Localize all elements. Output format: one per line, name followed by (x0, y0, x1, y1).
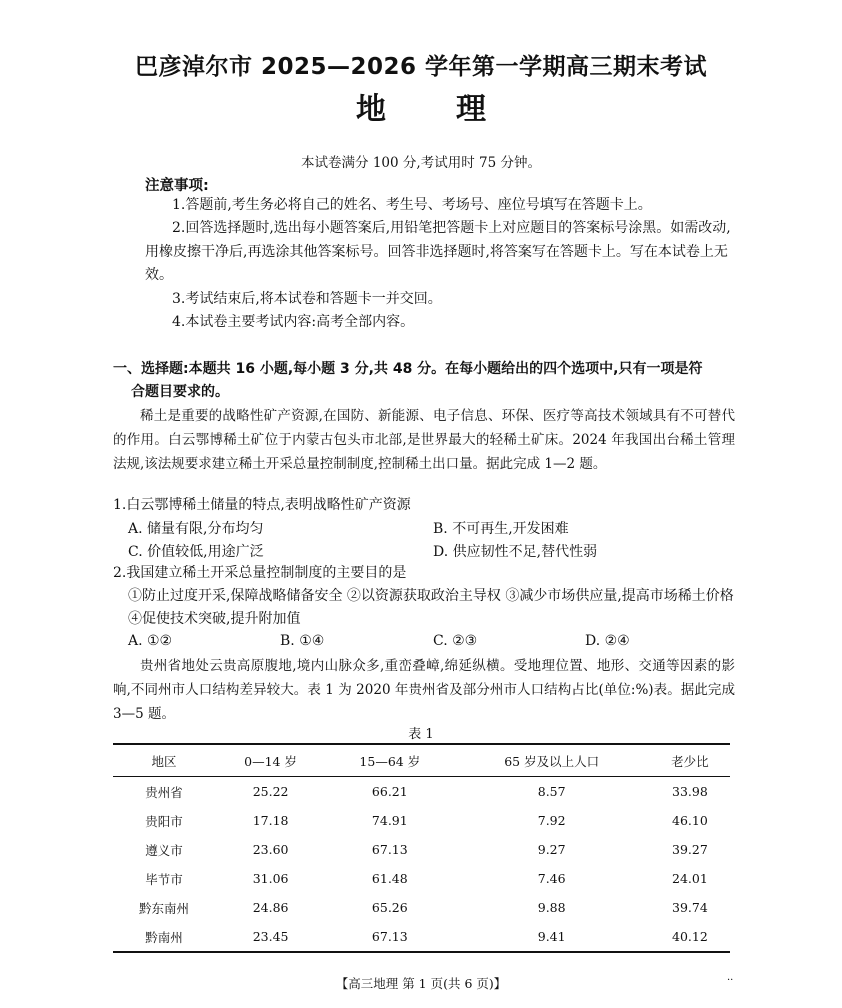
cell-value: 9.41 (453, 922, 649, 952)
table-caption: 表 1 (408, 727, 434, 742)
cell-value: 39.27 (672, 842, 708, 857)
section-heading-line-2: 合题目要求的。 (131, 384, 229, 400)
table-row (113, 777, 730, 807)
header-age-65-plus: 65 岁及以上人口 (453, 744, 649, 777)
subject-char-2: 理 (456, 92, 486, 127)
material-guizhou: 贵州省地处云贵高原腹地,境内山脉众多,重峦叠嶂,绵延纵横。受地理位置、地形、交通等因素的影响,不同州市人口结构差异较大。表 1 为 2020 年贵州省及部分州市人口结构占比(单位:%)表。据此完成 3—5 题。 (113, 658, 735, 722)
question-1-option-b: B. 不可再生,开发困难 (433, 521, 569, 537)
cell-region: 贵州省 (145, 784, 183, 800)
table-header-row (113, 744, 730, 777)
cell-region: 毕节市 (145, 871, 183, 887)
section-heading (113, 358, 738, 404)
page-footer: 【高三地理 第 1 页(共 6 页)】 (335, 976, 507, 991)
cell-value: 46.10 (672, 813, 708, 828)
question-2-statements: ①防止过度开采,保障战略储备安全 ②以资源获取政治主导权 ③减少市场供应量,提高市场稀土价格 ④促使技术突破,提升附加值 (128, 588, 734, 627)
cell-value: 9.88 (537, 900, 566, 915)
notice-item-1: 1.答题前,考生务必将自己的姓名、考生号、考场号、座位号填写在答题卡上。 (172, 197, 652, 213)
cell-value: 40.12 (650, 922, 730, 952)
cell-value: 7.92 (537, 813, 566, 828)
material-rare-earth: 稀土是重要的战略性矿产资源,在国防、新能源、电子信息、环保、医疗等高技术领域具有不可替代的作用。白云鄂博稀土矿位于内蒙古包头市北部,是世界最大的轻稀土矿床。2024 年我国出台稀土管理法规,该法规要求建立稀土开采总量控制制度,控制稀土出口量。据此完成 1—2 题。 (113, 408, 735, 472)
notice-item-3: 3.考试结束后,将本试卷和答题卡一并交回。 (172, 291, 442, 307)
exam-info: 本试卷满分 100 分,考试用时 75 分钟。 (301, 155, 541, 171)
question-2-option-b: B. ①④ (280, 633, 325, 649)
question-2-stem: 2.我国建立稀土开采总量控制制度的主要目的是 (113, 565, 407, 581)
table-row (113, 806, 730, 835)
table-row (113, 864, 730, 893)
question-2-option-d: D. ②④ (585, 633, 630, 649)
cell-value: 33.98 (672, 784, 708, 799)
cell-value: 17.18 (252, 813, 289, 828)
cell-value: 23.45 (215, 922, 326, 952)
cell-value: 67.13 (371, 842, 408, 857)
header-region: 地区 (113, 744, 215, 777)
cell-region: 黔东南州 (138, 900, 189, 916)
population-table (113, 743, 730, 953)
cell-value: 7.46 (537, 871, 566, 886)
cell-value: 61.48 (371, 871, 408, 886)
cell-region: 遵义市 (145, 842, 183, 858)
table-row (113, 893, 730, 922)
question-2-option-a: A. ①② (128, 633, 173, 649)
cell-value: 24.01 (672, 871, 708, 886)
corner-mark: ·· (727, 975, 734, 986)
question-2-option-c: C. ②③ (433, 633, 478, 649)
cell-value: 23.60 (252, 842, 289, 857)
subject-title (0, 84, 842, 128)
header-old-young-ratio: 老少比 (650, 744, 730, 777)
cell-value: 66.21 (371, 784, 408, 799)
question-1-option-c: C. 价值较低,用途广泛 (128, 544, 264, 560)
table-row (113, 835, 730, 864)
header-age-0-14: 0—14 岁 (215, 744, 326, 777)
cell-region: 黔南州 (113, 922, 215, 952)
cell-value: 65.26 (371, 900, 408, 915)
cell-value: 9.27 (537, 842, 566, 857)
cell-value: 8.57 (537, 784, 566, 799)
cell-value: 24.86 (252, 900, 289, 915)
subject-char-1: 地 (356, 92, 386, 127)
question-1-option-a: A. 储量有限,分布均匀 (128, 521, 264, 537)
notice-heading: 注意事项: (145, 178, 209, 194)
cell-value: 74.91 (371, 813, 408, 828)
question-1-stem: 1.白云鄂博稀土储量的特点,表明战略性矿产资源 (113, 497, 411, 513)
table-row (113, 922, 730, 952)
cell-region: 贵阳市 (145, 813, 183, 829)
notice-item-2: 2.回答选择题时,选出每小题答案后,用铅笔把答题卡上对应题目的答案标号涂黑。如需改动,用橡皮擦干净后,再选涂其他答案标号。回答非选择题时,将答案写在答题卡上。写在本试卷上无效。 (145, 220, 731, 283)
cell-value: 67.13 (326, 922, 453, 952)
cell-value: 31.06 (252, 871, 289, 886)
cell-value: 39.74 (672, 900, 708, 915)
cell-value: 25.22 (252, 784, 289, 799)
header-age-15-64: 15—64 岁 (326, 744, 453, 777)
question-1-option-d: D. 供应韧性不足,替代性弱 (433, 544, 598, 560)
section-heading-line-1: 一、选择题:本题共 16 小题,每小题 3 分,共 48 分。在每小题给出的四个选项中,只有一项是符 (113, 361, 703, 377)
notice-item-4: 4.本试卷主要考试内容:高考全部内容。 (172, 314, 415, 330)
exam-title: 巴彦淖尔市 2025—2026 学年第一学期高三期末考试 (134, 54, 708, 80)
